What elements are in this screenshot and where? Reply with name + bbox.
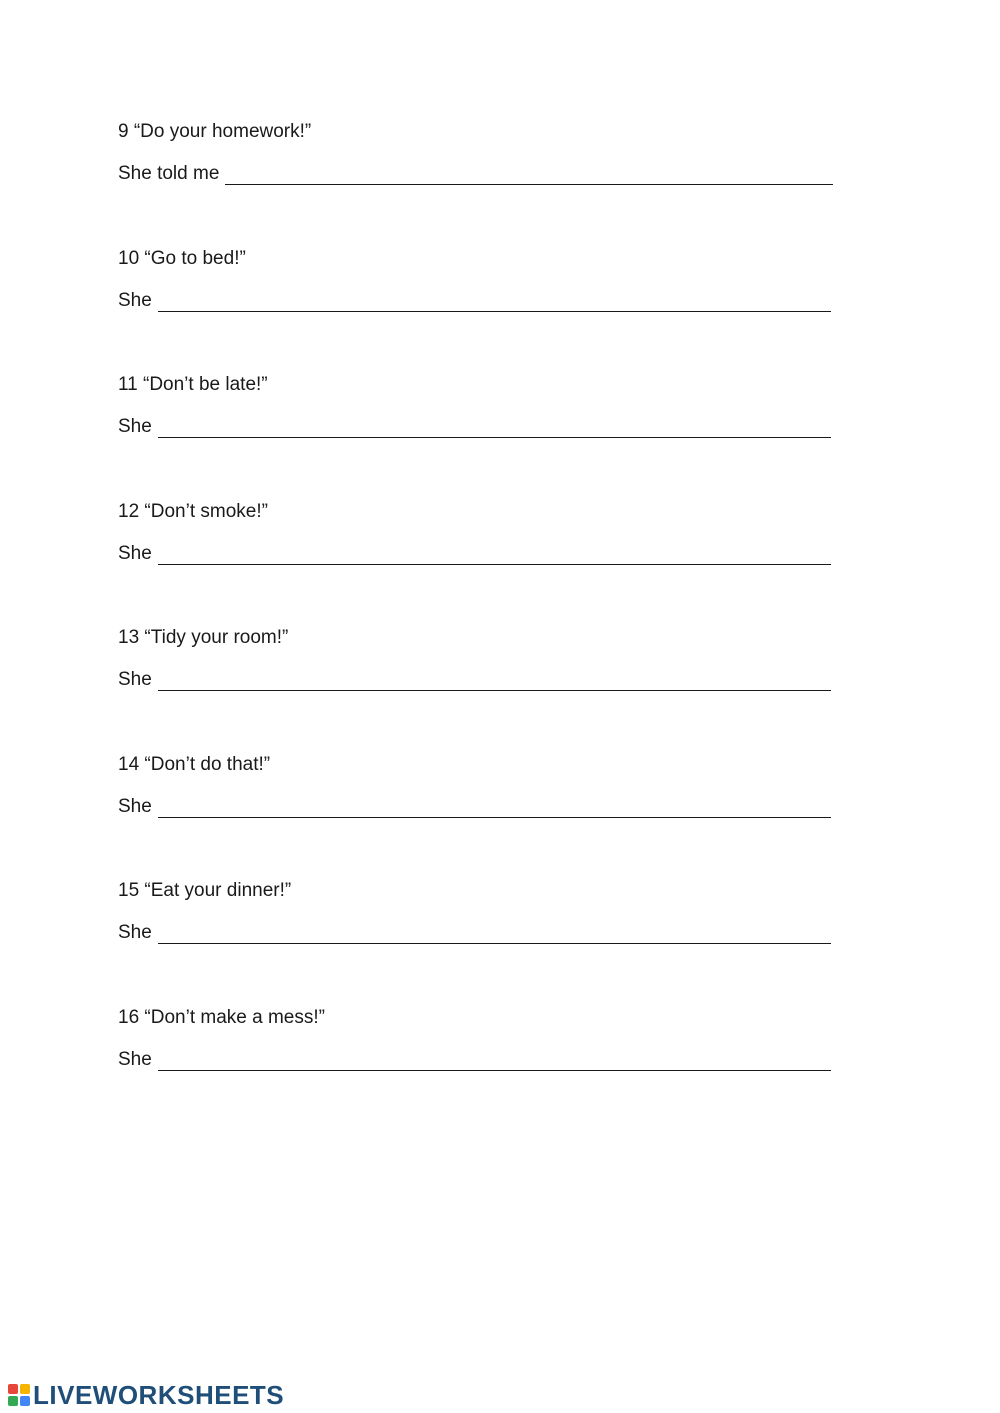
answer-lead: She told me	[118, 163, 220, 184]
answer-row	[118, 540, 831, 568]
answer-lead: She	[118, 289, 152, 311]
logo-text: LIVEWORKSHEETS	[33, 1379, 285, 1410]
answer-blank-12[interactable]	[158, 544, 831, 565]
exercise-prompt: 14 “Don’t do that!”	[118, 753, 271, 775]
answer-lead: She	[118, 1048, 152, 1070]
answer-row	[118, 919, 831, 947]
exercise-item-10	[118, 245, 858, 372]
answer-blank-15[interactable]	[158, 923, 831, 944]
exercise-prompt: 15 “Eat your dinner!”	[118, 880, 292, 901]
answer-blank-11[interactable]	[158, 417, 831, 438]
exercise-prompt: 11 “Don’t be late!”	[118, 374, 268, 395]
exercise-prompt: 9 “Do your homework!”	[118, 121, 312, 142]
liveworksheets-logo	[8, 1380, 284, 1410]
exercise-item-14	[118, 751, 858, 878]
exercise-prompt: 12 “Don’t smoke!”	[118, 500, 268, 522]
exercise-item-9	[118, 118, 858, 245]
exercise-prompt: 13 “Tidy your room!”	[118, 627, 289, 648]
exercise-item-12	[118, 498, 858, 625]
answer-row	[118, 160, 833, 188]
answer-lead: She	[118, 542, 152, 564]
answer-row	[118, 413, 831, 441]
answer-row	[118, 666, 831, 694]
answer-blank-10[interactable]	[158, 291, 831, 312]
exercise-item-11	[118, 371, 858, 498]
exercise-item-16	[118, 1004, 858, 1131]
answer-lead: She	[118, 669, 152, 690]
exercise-item-13	[118, 624, 858, 751]
answer-row	[118, 1046, 831, 1074]
answer-blank-13[interactable]	[158, 670, 831, 691]
answer-row	[118, 287, 831, 315]
exercise-item-15	[118, 877, 858, 1004]
answer-lead: She	[118, 416, 152, 437]
answer-blank-16[interactable]	[158, 1050, 831, 1071]
logo-tile	[20, 1384, 30, 1394]
answer-row	[118, 793, 831, 821]
logo-tile	[8, 1384, 18, 1394]
answer-lead: She	[118, 795, 152, 817]
exercise-prompt: 16 “Don’t make a mess!”	[118, 1006, 325, 1028]
answer-blank-14[interactable]	[158, 797, 831, 818]
exercise-prompt: 10 “Go to bed!”	[118, 247, 246, 269]
worksheet	[118, 118, 858, 1130]
logo-tile	[8, 1396, 18, 1406]
answer-blank-9[interactable]	[225, 164, 833, 185]
liveworksheets-logo-icon	[8, 1384, 30, 1406]
logo-tile	[20, 1396, 30, 1406]
answer-lead: She	[118, 922, 152, 943]
